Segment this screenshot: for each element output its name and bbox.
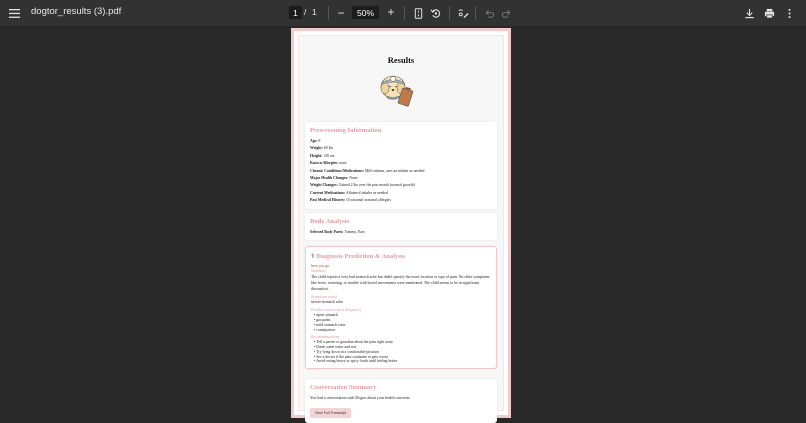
- current-page-input[interactable]: 1: [289, 6, 302, 19]
- more-options-icon[interactable]: [783, 6, 795, 20]
- field-value: 130 cm: [323, 153, 335, 158]
- selected-body-parts: [310, 229, 492, 236]
- field-label: Weight Changes:: [310, 183, 338, 188]
- field-past-medical-history: [310, 197, 492, 204]
- field-label: Weight:: [310, 146, 323, 151]
- toolbar-divider: [328, 6, 329, 20]
- annotate-icon[interactable]: [457, 6, 469, 20]
- file-title: dogtor_results (3).pdf: [31, 6, 122, 17]
- field-label: Past Medical History:: [310, 198, 346, 203]
- conversation-summary-card: [305, 379, 497, 423]
- conversation-text: You had a conversation with Dogtor about your health concerns.: [310, 396, 411, 400]
- symptoms-text: severe stomach ache: [311, 300, 343, 305]
- field-value: Tummy, Ears: [344, 230, 365, 234]
- list-item: • See a doctor if the pain continues or gets worse: [314, 355, 491, 360]
- view-transcript-button[interactable]: View Full Transcript: [310, 408, 351, 418]
- field-chronic-conditions: [310, 168, 492, 175]
- diagnosis-intro: here you go:: [311, 264, 330, 268]
- toolbar-divider: [475, 6, 476, 20]
- page-title: Results: [387, 55, 415, 65]
- field-height: [310, 153, 492, 160]
- pdf-toolbar: [0, 0, 806, 26]
- recommendations-list: [311, 340, 491, 364]
- conversation-heading: Conversation Summary: [310, 384, 377, 391]
- field-label: Height:: [310, 153, 323, 158]
- causes-label: Possible causes (not a diagnosis): [311, 308, 361, 313]
- prescreening-card: [305, 122, 497, 209]
- list-item: • Avoid eating heavy or spicy foods until feeling better: [314, 359, 491, 364]
- field-allergies: [310, 160, 492, 167]
- field-label: Major Health Changes:: [310, 176, 349, 181]
- body-analysis-heading: Body Analysis: [310, 218, 350, 225]
- zoom-in-button[interactable]: +: [387, 5, 395, 19]
- list-item: • gas pains: [314, 318, 491, 323]
- field-weight: [310, 145, 492, 152]
- field-value: Albuterol inhaler as needed: [346, 190, 388, 195]
- field-label: Known Allergies:: [310, 161, 339, 166]
- page-margin: [294, 31, 508, 415]
- total-pages: 1: [312, 7, 317, 17]
- field-age: [310, 138, 492, 145]
- field-value: Gained 2 lbs over the past month (normal growth): [338, 183, 415, 188]
- undo-icon[interactable]: [483, 6, 495, 20]
- toolbar-divider: [404, 6, 405, 20]
- dog-doctor-mascot-icon: [380, 73, 422, 109]
- results-container: [298, 35, 504, 415]
- recommendations-label: Recommendations: [311, 335, 340, 340]
- field-current-medications: [310, 190, 492, 197]
- list-item: • mild stomach virus: [314, 323, 491, 328]
- download-icon[interactable]: [743, 6, 755, 20]
- toolbar-divider: [449, 6, 450, 20]
- list-item: • Drink some water and rest: [314, 345, 491, 350]
- rotate-icon[interactable]: [429, 6, 441, 20]
- diagnosis-card: [305, 246, 497, 369]
- field-value: None: [349, 176, 358, 181]
- field-weight-changes: [310, 182, 492, 189]
- field-major-health-changes: [310, 175, 492, 182]
- page-separator: /: [304, 7, 307, 17]
- field-label: Chronic Conditions/Medications:: [310, 168, 365, 173]
- zoom-out-button[interactable]: −: [337, 6, 345, 20]
- list-item: • Tell a parent or guardian about the pain right away: [314, 340, 491, 345]
- body-analysis-card: [305, 213, 497, 240]
- list-item: • constipation: [314, 328, 491, 333]
- summary-text: The child reports a very bad stomach ache but didn't specify the exact location or type of pain. No other symptoms like fever, vomiting, or trouble with bowel movements were mentioned. The child seems to be in significant discomfort.: [311, 274, 490, 291]
- pdf-page: [291, 28, 511, 418]
- diagnosis-heading: [311, 252, 491, 260]
- print-icon[interactable]: [763, 6, 775, 20]
- field-label: Current Medications:: [310, 190, 346, 195]
- list-item: • Try lying down in a comfortable position: [314, 350, 491, 355]
- zoom-level-input[interactable]: 50%: [352, 6, 379, 19]
- stethoscope-icon: ⚕: [311, 253, 315, 260]
- list-item: • upset stomach: [314, 313, 491, 318]
- prescreening-heading: Prescreening Information: [310, 127, 382, 134]
- field-label: Age:: [310, 139, 318, 143]
- summary-label: Summary: [311, 268, 326, 273]
- field-value: 8: [318, 139, 321, 143]
- field-value: none: [339, 161, 347, 166]
- causes-list: [311, 313, 491, 332]
- fit-page-icon[interactable]: [412, 6, 424, 20]
- diagnosis-heading-text: Diagnosis Prediction & Analysis: [316, 253, 406, 260]
- field-value: Mild asthma, uses an inhaler as needed: [365, 168, 425, 173]
- field-value: Occasional seasonal allergies: [346, 198, 391, 203]
- field-label: Selected Body Parts:: [310, 230, 344, 234]
- field-value: 60 lbs: [323, 146, 334, 151]
- symptoms-label: Symptoms noted: [311, 294, 337, 299]
- hamburger-menu-icon[interactable]: [8, 6, 20, 20]
- redo-icon[interactable]: [500, 6, 512, 20]
- pdf-viewer-canvas[interactable]: [0, 26, 806, 415]
